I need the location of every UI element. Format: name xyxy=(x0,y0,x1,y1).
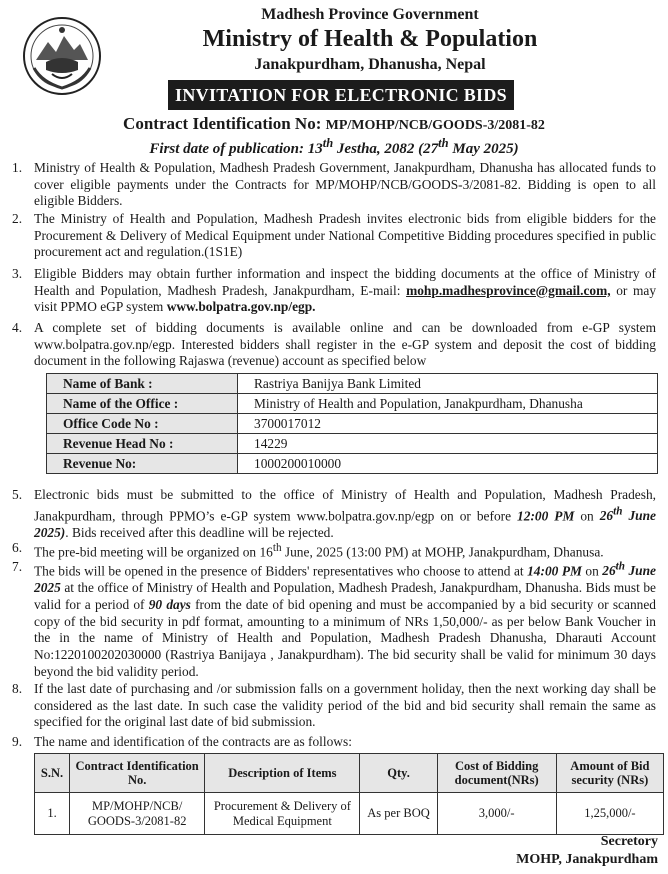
bank-account-table xyxy=(46,373,658,474)
bank-label: Name of Bank : xyxy=(47,374,238,394)
item-7-part: at the office of Ministry of Health and Population, Madhesh Pradesh, Janakpurdham, Dhanusha. Bids must be valid for a period of xyxy=(34,580,656,612)
validity-days: 90 days xyxy=(148,596,191,612)
table-cell: As per BOQ xyxy=(360,793,437,835)
nepal-emblem-icon xyxy=(22,16,102,96)
opening-time: 14:00 PM xyxy=(527,563,582,579)
deadline-date: June 2025) xyxy=(34,508,656,540)
table-row xyxy=(47,434,658,454)
item-5-part: . Bids received after this deadline will be rejected. xyxy=(65,524,334,540)
col-header: S.N. xyxy=(35,754,70,793)
bank-label: Revenue Head No : xyxy=(47,434,238,454)
item-1-text: Ministry of Health & Population, Madhesh Pradesh Government, Janakpurdham, Dhanusha has allocated funds to cover eligible payments under the Contracts for MP/MOHP/NCB/GOODS-3/2081-82. Bidding is open to all eligible Bidders. xyxy=(34,160,656,209)
opening-date: June 2025 xyxy=(34,563,656,596)
table-cell: MP/MOHP/NCB/ GOODS-3/2081-82 xyxy=(70,793,205,835)
item-number: 6. xyxy=(12,540,23,555)
bank-label: Name of the Office : xyxy=(47,394,238,414)
item-6-sup: th xyxy=(272,542,282,554)
table-cell: 1,25,000/- xyxy=(556,793,663,835)
item-6-part: The pre-bid meeting will be organized on 16 xyxy=(34,544,273,560)
item-6-text xyxy=(34,540,656,561)
contract-identification xyxy=(0,114,668,134)
pub-date-prefix: First date of publication: 13 xyxy=(149,141,323,157)
item-9-text: The name and identification of the contracts are as follows: xyxy=(34,734,352,749)
item-number: 2. xyxy=(12,211,23,226)
opening-sup: th xyxy=(615,561,625,573)
contract-id-value: MP/MOHP/NCB/GOODS-3/2081-82 xyxy=(325,118,545,133)
table-row xyxy=(35,793,664,835)
table-header-row xyxy=(35,754,664,793)
table-row xyxy=(47,454,658,474)
item-5-part: on xyxy=(574,508,600,524)
pub-date-sup: th xyxy=(322,136,334,150)
ministry-name: Ministry of Health & Population xyxy=(202,26,538,52)
item-7-text xyxy=(34,559,656,680)
pub-date-middle: Jestha, 2082 (27 xyxy=(333,141,439,157)
col-header: Cost of Bidding document(NRs) xyxy=(437,754,556,793)
item-3-part: or may visit PPMO eGP system xyxy=(34,282,657,315)
item-4-text: A complete set of bidding documents is available online and can be downloaded from e-GP system www.bolpatra.gov.np/egp. Interested bidders shall register in the e-GP system and deposit the cost of bidding document in the following Rajaswa (revenue) account as specified below xyxy=(34,320,656,369)
bank-value: Ministry of Health and Population, Janakpurdham, Dhanusha xyxy=(238,394,658,414)
bank-value: 3700017012 xyxy=(238,414,658,434)
deadline-sup: th xyxy=(613,505,623,518)
item-number: 1. xyxy=(12,160,23,175)
item-7-part: on xyxy=(581,563,603,579)
item-6-part: June, 2025 (13:00 PM) at MOHP, Janakpurdham, Dhanusa. xyxy=(281,544,604,560)
bank-label: Revenue No: xyxy=(47,454,238,474)
egp-website-link[interactable]: www.bolpatra.gov.np/egp. xyxy=(166,299,316,315)
item-5-text xyxy=(34,487,656,542)
col-header: Contract Identification No. xyxy=(70,754,205,793)
ministry-address: Janakpurdham, Dhanusha, Nepal xyxy=(254,56,486,73)
item-7-part: The bids will be opened in the presence of Bidders' representatives who choose to attend at xyxy=(34,563,528,579)
government-name: Madhesh Province Government xyxy=(261,6,479,23)
item-8-text: If the last date of purchasing and /or submission falls on a government holiday, then the next working day shall be considered as the last date. In such case the validity period of the bid and bid security shall remain the same as specified for the original last date of bid submission. xyxy=(34,681,656,730)
item-number: 3. xyxy=(12,266,23,281)
table-row xyxy=(47,374,658,394)
col-header: Amount of Bid security (NRs) xyxy=(556,754,663,793)
item-number: 9. xyxy=(12,734,23,749)
item-2-text: The Ministry of Health and Population, Madhesh Pradesh invites electronic bids from eligible bidders for the Procurement & Delivery of Medical Equipment under National Competitive Bidding procedures specified in public procurement act and regulation.(1S1E) xyxy=(34,211,656,260)
contact-email-link[interactable]: mohp.madhesprovince@gmail.com, xyxy=(406,282,611,298)
contract-id-label: Contract Identification No: xyxy=(123,114,326,133)
col-header: Description of Items xyxy=(205,754,360,793)
table-cell: 3,000/- xyxy=(437,793,556,835)
bank-value: 14229 xyxy=(238,434,658,454)
item-number: 8. xyxy=(12,681,23,696)
bank-label: Office Code No : xyxy=(47,414,238,434)
table-cell: 1. xyxy=(35,793,70,835)
item-3-part: Eligible Bidders may obtain further information and inspect the bidding documents at the office of Ministry of Health and Population, Madhesh Pradesh, Janakpurdham, E-mail: xyxy=(34,266,656,298)
table-row xyxy=(47,394,658,414)
table-row xyxy=(47,414,658,434)
item-3-text xyxy=(34,266,656,316)
bank-value: 1000200010000 xyxy=(238,454,658,474)
deadline-day: 26 xyxy=(599,508,614,524)
pub-date-suffix: May 2025) xyxy=(448,141,519,157)
opening-day: 26 xyxy=(602,563,616,579)
table-cell: Procurement & Delivery of Medical Equipment xyxy=(205,793,360,835)
contracts-table xyxy=(34,753,664,835)
bank-value: Rastriya Banijya Bank Limited xyxy=(238,374,658,394)
notice-title-banner: INVITATION FOR ELECTRONIC BIDS xyxy=(168,80,514,110)
pub-date-sup: th xyxy=(438,136,449,150)
item-5-part: Electronic bids must be submitted to the office of Ministry of Health and Population, Madhesh Pradesh, Janakpurdham, through PPMO’s e-GP system www.bolpatra.gov.np/egp on or before xyxy=(34,487,656,524)
publication-date xyxy=(0,136,668,158)
signatory-office: MOHP, Janakpurdham xyxy=(516,852,658,867)
item-number: 4. xyxy=(12,320,23,335)
col-header: Qty. xyxy=(360,754,437,793)
item-number: 5. xyxy=(12,487,23,502)
deadline-time: 12:00 PM xyxy=(517,508,575,524)
signatory-title: Secretory xyxy=(600,834,658,849)
item-7-part: from the date of bid opening and must be accompanied by a bid security or scanned copy of the bid security in pdf format, amounting to a minimum of NRs 1,50,000/- as per below Bank Voucher in the in the name of Ministry of Health and Population, Madhesh Pradesh Dhanusha, Dharauti Account No:1220100202030000 (Rastriya Banijaya , Janakpurdham). The bid security shall be valid for minimum 30 days beyond the bid validity period. xyxy=(34,596,656,679)
item-number: 7. xyxy=(12,559,23,574)
